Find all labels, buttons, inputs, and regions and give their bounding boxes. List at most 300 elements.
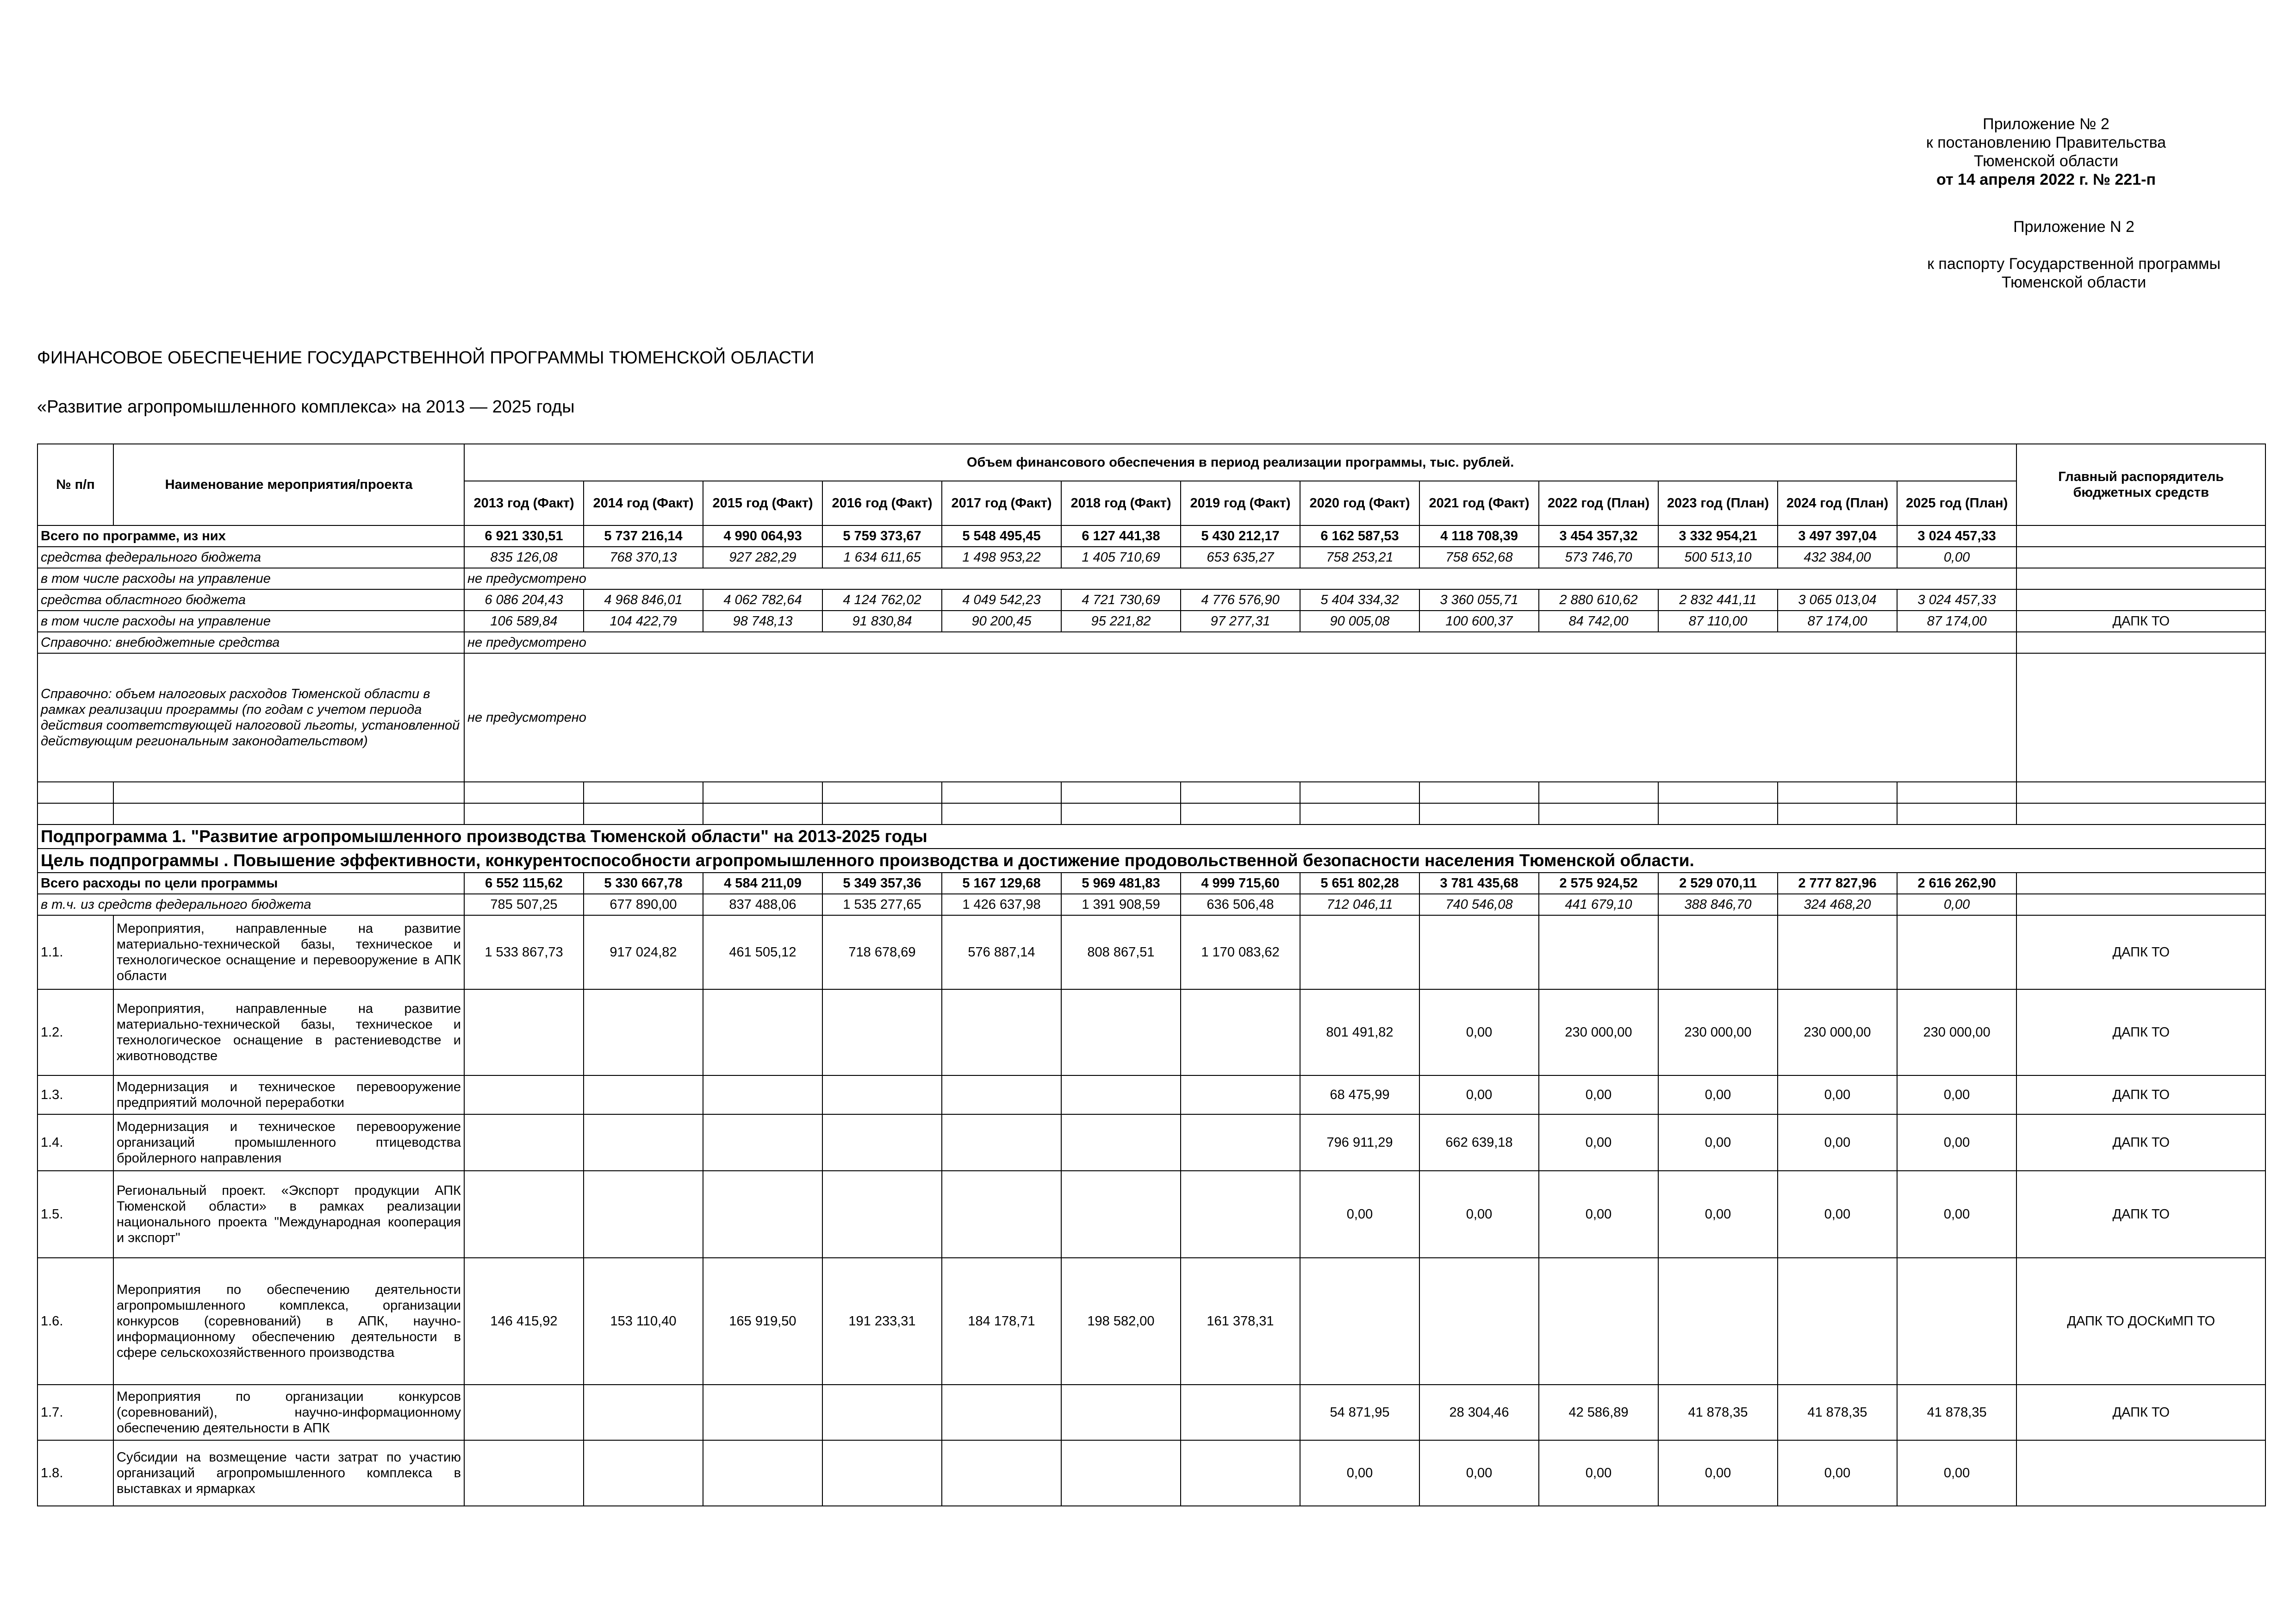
empty-cell xyxy=(1300,782,1419,803)
item-value: 54 871,95 xyxy=(1300,1385,1419,1440)
item-value: 461 505,12 xyxy=(703,915,822,989)
summary-value: 4 062 782,64 xyxy=(703,589,822,611)
summary-value: 87 174,00 xyxy=(1897,611,2016,632)
empty-cell xyxy=(1061,803,1181,824)
goal-value: 5 330 667,78 xyxy=(584,873,703,894)
empty-cell xyxy=(942,803,1061,824)
empty-cell xyxy=(1061,782,1181,803)
item-value: 0,00 xyxy=(1897,1075,2016,1114)
item-admin: ДАПК ТО xyxy=(2016,989,2265,1075)
summary-value: 1 634 611,65 xyxy=(822,547,942,568)
summary-value: 4 721 730,69 xyxy=(1061,589,1181,611)
header-year: 2019 год (Факт) xyxy=(1181,481,1300,525)
empty-row xyxy=(37,782,2265,803)
empty-cell xyxy=(113,782,464,803)
summary-value: 2 880 610,62 xyxy=(1539,589,1658,611)
item-value xyxy=(703,1171,822,1258)
empty-cell xyxy=(1539,803,1658,824)
goal-total-row xyxy=(37,873,2265,894)
summary-label: средства областного бюджета xyxy=(37,589,464,611)
summary-value: 5 548 495,45 xyxy=(942,525,1061,547)
summary-value: 758 253,21 xyxy=(1300,547,1419,568)
item-name: Мероприятия, направленные на развитие материально-технической базы, техническое и технологическое оснащение в растениеводстве и животноводстве xyxy=(113,989,464,1075)
item-value: 0,00 xyxy=(1897,1171,2016,1258)
summary-value: 6 162 587,53 xyxy=(1300,525,1419,547)
item-row xyxy=(37,915,2265,989)
summary-value: 6 921 330,51 xyxy=(464,525,584,547)
item-value: 0,00 xyxy=(1539,1171,1658,1258)
summary-admin xyxy=(2016,525,2265,547)
item-name: Субсидии на возмещение части затрат по участию организаций агропромышленного комплекса в выставках и ярмарках xyxy=(113,1440,464,1506)
header-year: 2025 год (План) xyxy=(1897,481,2016,525)
item-value xyxy=(1419,1258,1539,1385)
item-value xyxy=(464,1075,584,1114)
summary-value: 4 968 846,01 xyxy=(584,589,703,611)
summary-value: 4 124 762,02 xyxy=(822,589,942,611)
item-value: 230 000,00 xyxy=(1658,989,1778,1075)
item-value: 0,00 xyxy=(1897,1440,2016,1506)
summary-value: 5 430 212,17 xyxy=(1181,525,1300,547)
item-value: 198 582,00 xyxy=(1061,1258,1181,1385)
summary-value: 1 498 953,22 xyxy=(942,547,1061,568)
item-value: 0,00 xyxy=(1419,989,1539,1075)
item-value: 0,00 xyxy=(1658,1171,1778,1258)
goal-value: 4 584 211,09 xyxy=(703,873,822,894)
item-value xyxy=(584,1171,703,1258)
empty-cell xyxy=(464,803,584,824)
empty-cell xyxy=(2016,803,2265,824)
item-value xyxy=(1539,915,1658,989)
item-value xyxy=(703,989,822,1075)
item-name: Мероприятия, направленные на развитие материально-технической базы, техническое и технологическое оснащение и перевооружение в АПК области xyxy=(113,915,464,989)
goal-value: 4 999 715,60 xyxy=(1181,873,1300,894)
item-admin: ДАПК ТО xyxy=(2016,1075,2265,1114)
item-value: 718 678,69 xyxy=(822,915,942,989)
item-value xyxy=(822,1385,942,1440)
empty-cell xyxy=(1897,803,2016,824)
empty-cell xyxy=(37,803,113,824)
header-year: 2024 год (План) xyxy=(1778,481,1897,525)
empty-cell xyxy=(1658,803,1778,824)
item-row xyxy=(37,1114,2265,1171)
empty-cell xyxy=(1897,782,2016,803)
appendix-decree-ref: к постановлению Правительства xyxy=(1926,134,2166,151)
goal-federal-row xyxy=(37,894,2265,915)
tax-row xyxy=(37,653,2265,782)
passport-ref: к паспорту Государственной программы xyxy=(1927,255,2221,273)
item-value xyxy=(703,1440,822,1506)
item-admin: ДАПК ТО xyxy=(2016,1171,2265,1258)
item-number: 1.6. xyxy=(37,1258,113,1385)
summary-row xyxy=(37,547,2265,568)
item-value xyxy=(942,1075,1061,1114)
goal-value: 5 969 481,83 xyxy=(1061,873,1181,894)
summary-value: 4 776 576,90 xyxy=(1181,589,1300,611)
goal-value: 677 890,00 xyxy=(584,894,703,915)
item-value: 0,00 xyxy=(1778,1440,1897,1506)
item-value: 153 110,40 xyxy=(584,1258,703,1385)
item-value: 0,00 xyxy=(1778,1075,1897,1114)
item-value xyxy=(464,1385,584,1440)
item-row xyxy=(37,1258,2265,1385)
summary-value: 4 118 708,39 xyxy=(1419,525,1539,547)
item-value xyxy=(584,1440,703,1506)
item-row xyxy=(37,989,2265,1075)
item-value xyxy=(703,1075,822,1114)
item-name: Модернизация и техническое перевооружение предприятий молочной переработки xyxy=(113,1075,464,1114)
financing-table xyxy=(37,443,2266,1506)
empty-cell xyxy=(584,782,703,803)
goal-value: 2 575 924,52 xyxy=(1539,873,1658,894)
empty-cell xyxy=(1778,782,1897,803)
item-value xyxy=(1181,1385,1300,1440)
item-number: 1.4. xyxy=(37,1114,113,1171)
summary-value: 104 422,79 xyxy=(584,611,703,632)
item-value: 0,00 xyxy=(1658,1440,1778,1506)
item-name: Мероприятия по организации конкурсов (соревнований), научно-информационному обеспечению деятельности в АПК xyxy=(113,1385,464,1440)
empty-cell xyxy=(2016,782,2265,803)
appendix-decree-date: от 14 апреля 2022 г. № 221-п xyxy=(1936,171,2156,188)
item-value xyxy=(1181,1440,1300,1506)
summary-admin xyxy=(2016,632,2265,653)
item-value: 0,00 xyxy=(1778,1114,1897,1171)
summary-value: 3 024 457,33 xyxy=(1897,525,2016,547)
summary-value: 95 221,82 xyxy=(1061,611,1181,632)
item-value xyxy=(1181,989,1300,1075)
goal-value: 6 552 115,62 xyxy=(464,873,584,894)
empty-cell xyxy=(584,803,703,824)
summary-value: 0,00 xyxy=(1897,547,2016,568)
empty-cell xyxy=(1300,803,1419,824)
goal-value: 1 426 637,98 xyxy=(942,894,1061,915)
summary-label: Справочно: внебюджетные средства xyxy=(37,632,464,653)
goal-value: 388 846,70 xyxy=(1658,894,1778,915)
item-value: 0,00 xyxy=(1658,1114,1778,1171)
item-value xyxy=(464,1114,584,1171)
summary-value: 90 200,45 xyxy=(942,611,1061,632)
summary-label: в том числе расходы на управление xyxy=(37,568,464,589)
goal-value: 837 488,06 xyxy=(703,894,822,915)
header-name: Наименование мероприятия/проекта xyxy=(113,444,464,525)
empty-cell xyxy=(1181,782,1300,803)
summary-admin xyxy=(2016,547,2265,568)
goal-value: 2 616 262,90 xyxy=(1897,873,2016,894)
item-admin: ДАПК ТО xyxy=(2016,915,2265,989)
empty-cell xyxy=(1419,803,1539,824)
passport-appendix-number: Приложение N 2 xyxy=(2013,218,2134,236)
item-value: 146 415,92 xyxy=(464,1258,584,1385)
summary-value: 87 174,00 xyxy=(1778,611,1897,632)
empty-cell xyxy=(113,803,464,824)
summary-note: не предусмотрено xyxy=(464,632,2016,653)
item-value: 191 233,31 xyxy=(822,1258,942,1385)
summary-value: 3 497 397,04 xyxy=(1778,525,1897,547)
summary-value: 6 086 204,43 xyxy=(464,589,584,611)
item-row xyxy=(37,1440,2265,1506)
item-value: 0,00 xyxy=(1300,1440,1419,1506)
item-value xyxy=(822,1171,942,1258)
item-number: 1.5. xyxy=(37,1171,113,1258)
subprogram-row xyxy=(37,824,2265,849)
summary-label: Всего по программе, из них xyxy=(37,525,464,547)
item-value xyxy=(464,1171,584,1258)
goal-value: 324 468,20 xyxy=(1778,894,1897,915)
item-value: 165 919,50 xyxy=(703,1258,822,1385)
empty-cell xyxy=(464,782,584,803)
item-value xyxy=(584,1075,703,1114)
summary-value: 87 110,00 xyxy=(1658,611,1778,632)
item-admin: ДАПК ТО xyxy=(2016,1114,2265,1171)
item-value: 0,00 xyxy=(1419,1075,1539,1114)
header-year: 2020 год (Факт) xyxy=(1300,481,1419,525)
item-value: 42 586,89 xyxy=(1539,1385,1658,1440)
empty-cell xyxy=(1181,803,1300,824)
goal-value: 2 529 070,11 xyxy=(1658,873,1778,894)
item-number: 1.7. xyxy=(37,1385,113,1440)
item-value xyxy=(942,1114,1061,1171)
summary-value: 835 126,08 xyxy=(464,547,584,568)
item-value: 230 000,00 xyxy=(1539,989,1658,1075)
goal-value: 0,00 xyxy=(1897,894,2016,915)
item-number: 1.8. xyxy=(37,1440,113,1506)
header-year: 2022 год (План) xyxy=(1539,481,1658,525)
empty-cell xyxy=(1778,803,1897,824)
item-value xyxy=(703,1385,822,1440)
item-admin: ДАПК ТО xyxy=(2016,1385,2265,1440)
empty-row xyxy=(37,803,2265,824)
item-value: 0,00 xyxy=(1658,1075,1778,1114)
summary-value: 5 737 216,14 xyxy=(584,525,703,547)
summary-value: 98 748,13 xyxy=(703,611,822,632)
item-value xyxy=(1181,1075,1300,1114)
summary-value: 3 065 013,04 xyxy=(1778,589,1897,611)
item-value xyxy=(822,1075,942,1114)
summary-value: 84 742,00 xyxy=(1539,611,1658,632)
empty-cell xyxy=(822,803,942,824)
document-title: ФИНАНСОВОЕ ОБЕСПЕЧЕНИЕ ГОСУДАРСТВЕННОЙ ПРОГРАММЫ ТЮМЕНСКОЙ ОБЛАСТИ xyxy=(37,348,815,368)
summary-label: средства федерального бюджета xyxy=(37,547,464,568)
item-value xyxy=(822,1114,942,1171)
summary-value: 91 830,84 xyxy=(822,611,942,632)
goal-admin xyxy=(2016,894,2265,915)
summary-value: 6 127 441,38 xyxy=(1061,525,1181,547)
item-value: 41 878,35 xyxy=(1778,1385,1897,1440)
header-year: 2015 год (Факт) xyxy=(703,481,822,525)
item-row xyxy=(37,1075,2265,1114)
header-year: 2013 год (Факт) xyxy=(464,481,584,525)
item-value xyxy=(1061,1075,1181,1114)
item-value xyxy=(942,989,1061,1075)
header-year: 2014 год (Факт) xyxy=(584,481,703,525)
item-value xyxy=(464,1440,584,1506)
item-value: 230 000,00 xyxy=(1897,989,2016,1075)
empty-cell xyxy=(942,782,1061,803)
item-value xyxy=(1061,1171,1181,1258)
table-header-row xyxy=(37,444,2265,481)
item-value xyxy=(1778,1258,1897,1385)
goal-value: 441 679,10 xyxy=(1539,894,1658,915)
item-value: 801 491,82 xyxy=(1300,989,1419,1075)
item-value xyxy=(1778,915,1897,989)
item-value: 0,00 xyxy=(1419,1171,1539,1258)
item-value xyxy=(942,1171,1061,1258)
summary-value: 2 832 441,11 xyxy=(1658,589,1778,611)
appendix-number: Приложение № 2 xyxy=(1983,115,2109,133)
item-value: 0,00 xyxy=(1539,1114,1658,1171)
item-value xyxy=(464,989,584,1075)
item-value: 1 170 083,62 xyxy=(1181,915,1300,989)
item-value: 41 878,35 xyxy=(1658,1385,1778,1440)
item-value xyxy=(1539,1258,1658,1385)
summary-value: 927 282,29 xyxy=(703,547,822,568)
empty-cell xyxy=(1658,782,1778,803)
summary-value: 4 049 542,23 xyxy=(942,589,1061,611)
summary-value: 5 404 334,32 xyxy=(1300,589,1419,611)
document-subtitle: «Развитие агропромышленного комплекса» на 2013 — 2025 годы xyxy=(37,397,575,417)
tax-admin xyxy=(2016,653,2265,782)
item-admin xyxy=(2016,1440,2265,1506)
goal-value: 3 781 435,68 xyxy=(1419,873,1539,894)
item-value xyxy=(1897,915,2016,989)
item-value xyxy=(942,1440,1061,1506)
empty-cell xyxy=(1539,782,1658,803)
summary-row xyxy=(37,589,2265,611)
empty-cell xyxy=(822,782,942,803)
summary-value: 3 454 357,32 xyxy=(1539,525,1658,547)
item-value xyxy=(1419,915,1539,989)
goal-value: 740 546,08 xyxy=(1419,894,1539,915)
item-value xyxy=(584,1114,703,1171)
summary-value: 5 759 373,67 xyxy=(822,525,942,547)
summary-row xyxy=(37,525,2265,547)
item-value: 1 533 867,73 xyxy=(464,915,584,989)
item-value: 28 304,46 xyxy=(1419,1385,1539,1440)
goal-value: 5 651 802,28 xyxy=(1300,873,1419,894)
summary-value: 4 990 064,93 xyxy=(703,525,822,547)
item-value: 230 000,00 xyxy=(1778,989,1897,1075)
summary-value: 1 405 710,69 xyxy=(1061,547,1181,568)
goal-value: 712 046,11 xyxy=(1300,894,1419,915)
item-value xyxy=(1658,1258,1778,1385)
summary-note: не предусмотрено xyxy=(464,568,2016,589)
item-value xyxy=(1061,1114,1181,1171)
item-value xyxy=(584,1385,703,1440)
header-volume: Объем финансового обеспечения в период реализации программы, тыс. рублей. xyxy=(464,444,2016,481)
summary-admin: ДАПК ТО xyxy=(2016,611,2265,632)
item-value xyxy=(822,989,942,1075)
goal-value: 785 507,25 xyxy=(464,894,584,915)
item-number: 1.1. xyxy=(37,915,113,989)
summary-value: 3 332 954,21 xyxy=(1658,525,1778,547)
summary-row xyxy=(37,611,2265,632)
summary-value: 768 370,13 xyxy=(584,547,703,568)
summary-value: 500 513,10 xyxy=(1658,547,1778,568)
goal-value: 5 167 129,68 xyxy=(942,873,1061,894)
empty-cell xyxy=(703,803,822,824)
header-admin: Главный распорядитель бюджетных средств xyxy=(2016,444,2265,525)
item-value xyxy=(1061,1385,1181,1440)
summary-row xyxy=(37,632,2265,653)
appendix-region: Тюменской области xyxy=(1973,152,2119,170)
summary-value: 3 360 055,71 xyxy=(1419,589,1539,611)
item-value: 0,00 xyxy=(1539,1075,1658,1114)
empty-cell xyxy=(703,782,822,803)
item-row xyxy=(37,1385,2265,1440)
item-value xyxy=(1181,1114,1300,1171)
item-value: 576 887,14 xyxy=(942,915,1061,989)
summary-value: 758 652,68 xyxy=(1419,547,1539,568)
tax-label: Справочно: объем налоговых расходов Тюменской области в рамках реализации программы (по годам с учетом периода действия соответствующей налоговой льготы, установленной действующим региональным законодательством) xyxy=(37,653,464,782)
item-value xyxy=(1897,1258,2016,1385)
item-value: 184 178,71 xyxy=(942,1258,1061,1385)
summary-admin xyxy=(2016,568,2265,589)
item-value xyxy=(1061,1440,1181,1506)
goal-label: Всего расходы по цели программы xyxy=(37,873,464,894)
goal-value: 1 391 908,59 xyxy=(1061,894,1181,915)
item-value xyxy=(1300,915,1419,989)
goal-admin xyxy=(2016,873,2265,894)
item-value xyxy=(584,989,703,1075)
header-year: 2016 год (Факт) xyxy=(822,481,942,525)
appendix-decree-block xyxy=(1884,115,2208,189)
goal-value: 636 506,48 xyxy=(1181,894,1300,915)
summary-value: 3 024 457,33 xyxy=(1897,589,2016,611)
item-value: 796 911,29 xyxy=(1300,1114,1419,1171)
item-name: Региональный проект. «Экспорт продукции АПК Тюменской области» в рамках реализации национального проекта "Международная кооперация и экспорт" xyxy=(113,1171,464,1258)
header-year: 2017 год (Факт) xyxy=(942,481,1061,525)
summary-value: 432 384,00 xyxy=(1778,547,1897,568)
goal-row xyxy=(37,849,2265,873)
item-value: 808 867,51 xyxy=(1061,915,1181,989)
item-value: 0,00 xyxy=(1897,1114,2016,1171)
item-value: 68 475,99 xyxy=(1300,1075,1419,1114)
summary-value: 90 005,08 xyxy=(1300,611,1419,632)
summary-admin xyxy=(2016,589,2265,611)
item-name: Модернизация и техническое перевооружение организаций промышленного птицеводства бройлерного направления xyxy=(113,1114,464,1171)
item-value: 917 024,82 xyxy=(584,915,703,989)
item-value: 0,00 xyxy=(1778,1171,1897,1258)
item-value: 0,00 xyxy=(1419,1440,1539,1506)
item-value: 0,00 xyxy=(1300,1171,1419,1258)
item-value xyxy=(1061,989,1181,1075)
item-name: Мероприятия по обеспечению деятельности агропромышленного комплекса, организации конкурсов (соревнований) в АПК, научно-информационному обеспечению деятельности в сфере сельскохозяйственного производства xyxy=(113,1258,464,1385)
appendix-passport-block xyxy=(1907,218,2240,292)
header-year: 2018 год (Факт) xyxy=(1061,481,1181,525)
item-value xyxy=(822,1440,942,1506)
item-number: 1.2. xyxy=(37,989,113,1075)
item-value xyxy=(1181,1171,1300,1258)
summary-row xyxy=(37,568,2265,589)
empty-cell xyxy=(37,782,113,803)
item-value xyxy=(1658,915,1778,989)
item-value xyxy=(942,1385,1061,1440)
summary-value: 106 589,84 xyxy=(464,611,584,632)
item-value: 41 878,35 xyxy=(1897,1385,2016,1440)
header-year: 2021 год (Факт) xyxy=(1419,481,1539,525)
item-number: 1.3. xyxy=(37,1075,113,1114)
item-row xyxy=(37,1171,2265,1258)
subprogram-title: Подпрограмма 1. "Развитие агропромышленного производства Тюменской области" на 2013-2025 годы xyxy=(37,824,2265,849)
summary-value: 97 277,31 xyxy=(1181,611,1300,632)
item-value: 161 378,31 xyxy=(1181,1258,1300,1385)
summary-value: 653 635,27 xyxy=(1181,547,1300,568)
item-value xyxy=(703,1114,822,1171)
item-value xyxy=(1300,1258,1419,1385)
summary-label: в том числе расходы на управление xyxy=(37,611,464,632)
item-value: 662 639,18 xyxy=(1419,1114,1539,1171)
tax-note: не предусмотрено xyxy=(464,653,2016,782)
passport-region: Тюменской области xyxy=(2001,274,2147,291)
